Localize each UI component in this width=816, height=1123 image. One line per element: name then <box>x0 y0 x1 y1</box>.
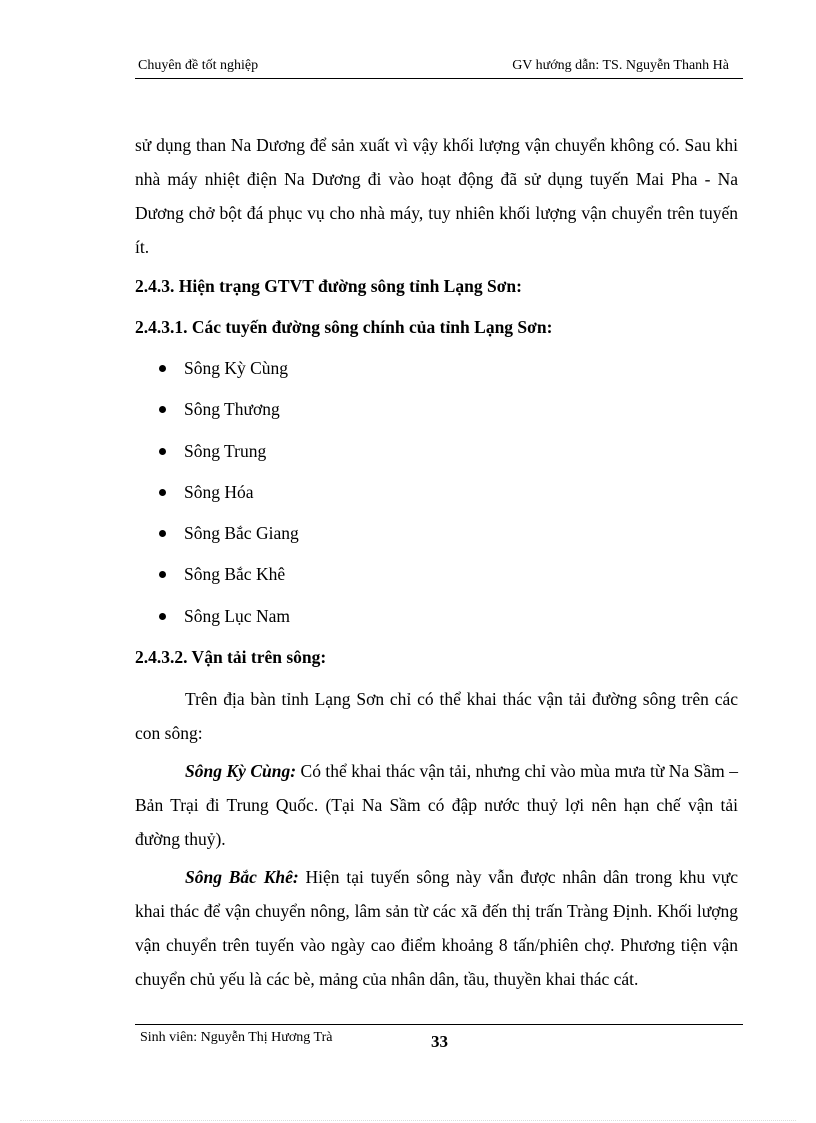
transport-intro-paragraph: Trên địa bàn tỉnh Lạng Sơn chỉ có thể khai thác vận tải đường sông trên các con sông: <box>135 689 738 744</box>
list-item <box>135 348 738 389</box>
header-topic: Chuyên đề tốt nghiệp <box>138 58 259 73</box>
river-name: Sông Trung <box>184 440 267 461</box>
river-name: Sông Kỳ Cùng <box>184 358 289 378</box>
footer-student: Sinh viên: Nguyễn Thị Hương Trà <box>140 1030 333 1045</box>
page-content <box>135 128 738 996</box>
list-item <box>135 431 738 472</box>
list-item <box>135 472 738 513</box>
list-item <box>135 513 738 554</box>
header-advisor: GV hướng dẫn: TS. Nguyễn Thanh Hà <box>512 58 729 73</box>
river-name: Sông Thương <box>184 399 280 420</box>
list-item <box>135 596 738 637</box>
river-list <box>135 348 738 637</box>
bac-khe-paragraph <box>135 860 738 996</box>
intro-paragraph: sử dụng than Na Dương để sản xuất vì vậy khối lượng vận chuyển không có. Sau khi nhà máy nhiệt điện Na Dương đi vào hoạt động đã sử dụng tuyến Mai Pha - Na Dương chở bột đá phục vụ cho nhà máy, tuy nhiên khối lượng vận chuyển trên tuyến ít. <box>135 135 738 257</box>
section-heading-2-4-3: 2.4.3. Hiện trạng GTVT đường sông tỉnh Lạng Sơn: <box>135 276 522 296</box>
ky-cung-paragraph <box>135 754 738 856</box>
ky-cung-text: Có thể khai thác vận tải, nhưng chỉ vào mùa mưa từ Na Sầm – Bản Trại đi Trung Quốc. (Tại Na Sầm có đập nước thuỷ lợi nên hạn chế vận tải đường thuỷ). <box>135 761 739 850</box>
bullet-icon <box>159 530 166 537</box>
river-name: Sông Bắc Giang <box>184 523 299 544</box>
bullet-icon <box>159 613 166 620</box>
bac-khe-text: Hiện tại tuyến sông này vẫn được nhân dân trong khu vực khai thác để vận chuyển nông, lâm sản từ các xã đến thị trấn Tràng Định. Khối lượng vận chuyển trên tuyến vào ngày cao điểm khoảng 8 tấn/phiên chợ. Phương tiện vận chuyển chủ yếu là các bè, mảng của nhân dân, tầu, thuyền khai thác cát. <box>135 867 739 990</box>
section-heading-2-4-3-1: 2.4.3.1. Các tuyến đường sông chính của tỉnh Lạng Sơn: <box>135 317 553 337</box>
page-header <box>135 56 743 79</box>
section-heading-2-4-3-2: 2.4.3.2. Vận tải trên sông: <box>135 647 327 668</box>
bullet-icon <box>159 489 166 496</box>
page-footer <box>135 1024 743 1055</box>
bullet-icon <box>159 406 166 413</box>
page-number: 33 <box>431 1032 448 1051</box>
list-item <box>135 389 738 430</box>
river-name: Sông Bắc Khê <box>184 564 286 585</box>
bullet-icon <box>159 365 166 372</box>
ky-cung-label: Sông Kỳ Cùng: <box>185 761 297 782</box>
bullet-icon <box>159 571 166 578</box>
list-item <box>135 554 738 595</box>
river-name: Sông Lục Nam <box>184 605 290 626</box>
river-name: Sông Hóa <box>184 481 254 502</box>
bac-khe-label: Sông Bắc Khê: <box>185 867 299 888</box>
page-bottom-border <box>20 1120 796 1121</box>
bullet-icon <box>159 448 166 455</box>
